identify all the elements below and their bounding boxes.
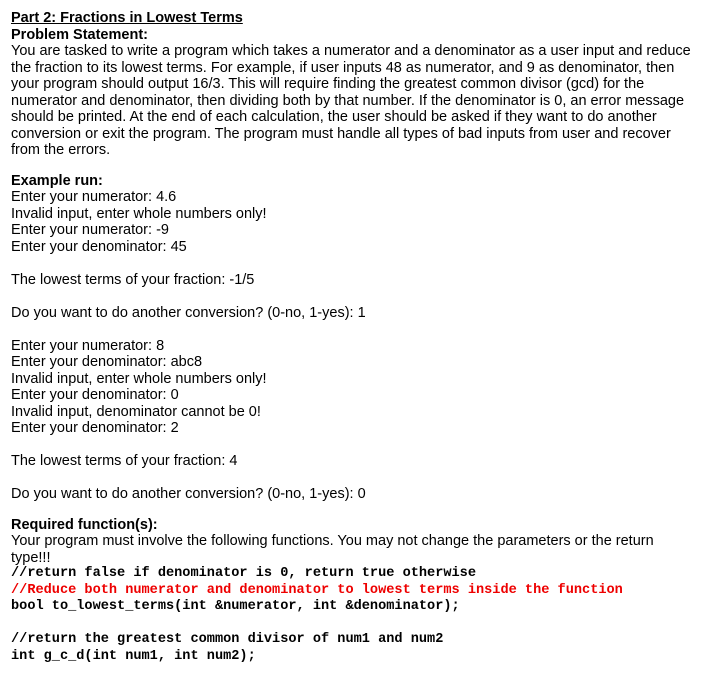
code-comment-validity: //return false if denominator is 0, return true otherwise bbox=[11, 566, 476, 581]
example-line: Do you want to do another conversion? (0-no, 1-yes): 0 bbox=[11, 486, 366, 502]
spacer bbox=[11, 321, 695, 338]
code-comment-reduce: //Reduce both numerator and denominator to lowest terms inside the function bbox=[11, 582, 623, 598]
example-line: Enter your numerator: 8 bbox=[11, 337, 165, 354]
example-run-heading: Example run: bbox=[11, 172, 103, 189]
example-line: Enter your denominator: 0 bbox=[11, 387, 179, 403]
example-line: Enter your denominator: 45 bbox=[11, 238, 187, 255]
spacer bbox=[11, 288, 695, 305]
spacer bbox=[11, 503, 695, 517]
example-line: Invalid input, denominator cannot be 0! bbox=[11, 403, 261, 420]
problem-statement-heading: Problem Statement: bbox=[11, 26, 148, 43]
example-line: Enter your numerator: 4.6 bbox=[11, 189, 177, 205]
example-run-block bbox=[11, 189, 695, 503]
spacer bbox=[11, 255, 695, 272]
spacer bbox=[11, 159, 695, 173]
code-signature-to-lowest-terms: bool to_lowest_terms(int &numerator, int &denominator); bbox=[11, 599, 460, 614]
required-functions-heading: Required function(s): bbox=[11, 516, 158, 533]
code-block bbox=[11, 566, 695, 665]
document bbox=[11, 10, 695, 665]
example-line: Enter your numerator: -9 bbox=[11, 222, 169, 238]
code-comment-gcd: //return the greatest common divisor of num1 and num2 bbox=[11, 632, 444, 647]
example-line: The lowest terms of your fraction: -1/5 bbox=[11, 271, 255, 288]
example-line: Invalid input, enter whole numbers only! bbox=[11, 205, 267, 222]
spacer bbox=[11, 437, 695, 454]
spacer bbox=[11, 616, 695, 633]
example-line: The lowest terms of your fraction: 4 bbox=[11, 453, 238, 469]
example-line: Invalid input, enter whole numbers only! bbox=[11, 370, 267, 387]
example-line: Enter your denominator: abc8 bbox=[11, 354, 203, 370]
required-functions-text: Your program must involve the following functions. You may not change the parameters or the return type!!! bbox=[11, 533, 654, 566]
code-signature-gcd: int g_c_d(int num1, int num2); bbox=[11, 648, 256, 664]
example-line: Do you want to do another conversion? (0-no, 1-yes): 1 bbox=[11, 304, 366, 321]
problem-statement-text: You are tasked to write a program which takes a numerator and a denominator as a user input and reduce the fraction to its lowest terms. For example, if user inputs 48 as numerator, and 9 as denominator, then your program should output 16/3. This will require finding the greatest common divisor (gcd) for the numerator and denominator, then dividing both by that number. If the denominator is 0, an error message should be printed. At the end of each calculation, the user should be asked if they want to do another conversion or exit the program. The program must handle all types of bad inputs from user and recover from the errors. bbox=[11, 43, 691, 158]
spacer bbox=[11, 470, 695, 487]
example-line: Enter your denominator: 2 bbox=[11, 420, 179, 436]
section-title: Part 2: Fractions in Lowest Terms bbox=[11, 10, 243, 26]
